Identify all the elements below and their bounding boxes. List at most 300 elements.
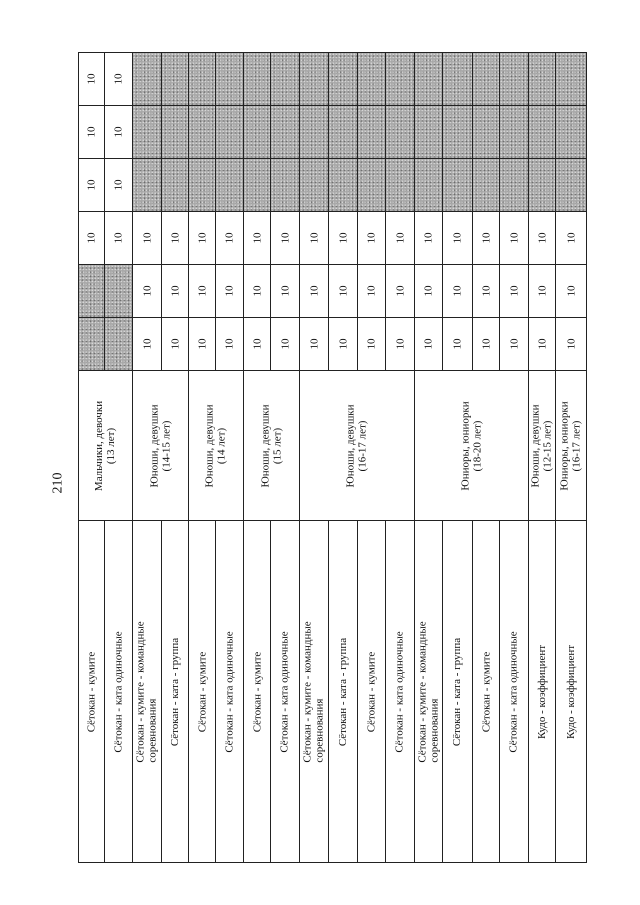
value-label [162,318,188,370]
value-text: 10 [394,338,406,350]
value-text: 10 [141,285,153,297]
age-group-text [149,404,173,487]
age-group-label [556,371,586,520]
value-cell-c6 [473,53,500,106]
page-number-text: 210 [50,472,65,494]
value-label [329,159,357,211]
value-cell-c6 [386,53,415,106]
age-group-line: (14-15 лет) [160,420,173,471]
value-cell-c3 [216,212,244,265]
value-label [189,212,215,264]
value-cell-c4 [189,159,216,212]
value-cell-c5 [329,106,358,159]
value-label [529,318,555,370]
age-group-line: (15 лет) [271,427,284,464]
discipline-cell [162,521,189,863]
discipline-line: Сётокан - кумите - командные [416,620,429,763]
discipline-line: Сётокан - кумите [196,651,209,732]
value-text: 10 [196,232,208,244]
value-cell-c3 [556,212,587,265]
value-cell-c2 [443,265,473,318]
discipline-line: Сётокан - кумите [365,651,378,732]
table-row-c2 [79,265,587,318]
value-cell-c2 [473,265,500,318]
value-label [415,53,442,105]
value-label [529,159,555,211]
discipline-label [271,521,299,862]
discipline-text [536,644,548,738]
value-label [244,265,270,317]
value-label [556,318,586,370]
discipline-text [135,621,159,762]
discipline-line: Сётокан - кумите - командные [135,620,148,763]
value-label [473,106,499,158]
discipline-text [565,644,577,738]
discipline-cell [415,521,443,863]
discipline-text [452,637,464,745]
value-text: 10 [85,73,98,85]
value-label [556,53,586,105]
discipline-line: Кудо - коэффициент [565,644,577,739]
value-label [216,318,243,370]
value-cell-c6 [216,53,244,106]
age-group-line: Юноши, девушки [148,403,161,488]
value-text: 10 [337,232,349,244]
value-text: 10 [112,73,125,85]
value-label [133,53,161,105]
value-text: 10 [536,232,548,244]
value-cell-c5 [529,106,556,159]
value-label [244,212,270,264]
value-text: 10 [251,285,263,297]
value-label [216,212,243,264]
discipline-text [279,631,291,752]
discipline-line: Сётокан - ката одиночные [279,630,291,753]
discipline-label [329,521,357,862]
value-cell-c3 [133,212,162,265]
age-group-cell [79,371,133,521]
value-text: 10 [223,232,236,244]
value-cell-c1 [133,318,162,371]
value-cell-c2 [529,265,556,318]
value-text: 10 [279,338,291,350]
value-cell-c1 [415,318,443,371]
value-label [105,159,132,211]
value-label [216,159,243,211]
value-text: 10 [480,338,492,350]
value-label [162,265,188,317]
value-text: 10 [141,232,153,244]
discipline-text [417,621,441,762]
age-group-cell [529,371,556,521]
value-label [358,212,385,264]
value-cell-c1 [556,318,587,371]
value-label [271,265,299,317]
value-label [556,212,586,264]
value-cell-c5 [216,106,244,159]
value-label [133,212,161,264]
age-group-text [204,404,228,487]
value-text: 10 [308,338,320,350]
value-text: 10 [365,285,378,297]
value-label [189,106,215,158]
discipline-line: соревнования [314,698,327,763]
value-cell-c6 [271,53,300,106]
value-text: 10 [508,285,520,297]
value-text: 10 [251,232,263,244]
value-text: 10 [565,232,577,244]
value-label [500,212,528,264]
value-cell-c2 [244,265,271,318]
value-label [415,318,442,370]
value-cell-c3 [244,212,271,265]
value-cell-c2 [189,265,216,318]
discipline-line: Сётокан - кумите [251,651,264,732]
value-cell-c3 [415,212,443,265]
value-label [79,53,104,105]
discipline-cell [216,521,244,863]
value-text: 10 [112,232,125,244]
value-label [162,106,188,158]
value-text: 10 [565,338,577,350]
value-text: 10 [422,285,435,297]
value-label [244,53,270,105]
discipline-cell [386,521,415,863]
value-cell-c2 [133,265,162,318]
value-cell-c4 [271,159,300,212]
value-label [358,265,385,317]
age-group-cell [133,371,189,521]
discipline-line: Сётокан - ката - группа [337,637,349,746]
value-text: 10 [223,285,236,297]
discipline-text [337,637,349,745]
value-label [105,318,132,370]
discipline-text [251,651,263,732]
value-cell-c4 [79,159,105,212]
value-label [443,212,472,264]
value-text: 10 [196,338,208,350]
value-label [358,318,385,370]
age-group-cell [415,371,529,521]
value-cell-c3 [500,212,529,265]
value-label [529,265,555,317]
discipline-label [244,521,270,862]
discipline-text [169,637,181,745]
value-label [473,53,499,105]
value-label [529,212,555,264]
value-label [500,53,528,105]
value-cell-c5 [556,106,587,159]
value-text: 10 [337,285,349,297]
discipline-label [105,521,132,862]
discipline-cell [271,521,300,863]
age-group-line: Юноши, девушки [345,403,357,488]
value-cell-c4 [529,159,556,212]
value-label [329,212,357,264]
page-number [47,468,69,498]
value-cell-c3 [271,212,300,265]
discipline-text [366,651,378,732]
discipline-cell [329,521,358,863]
value-label [105,265,132,317]
discipline-cell [300,521,329,863]
age-group-line: Юноши, девушки [259,403,272,488]
discipline-cell [79,521,105,863]
value-label [386,318,414,370]
discipline-cell [443,521,473,863]
age-group-line: Мальчики, девочки [93,400,106,491]
value-cell-c5 [443,106,473,159]
value-text: 10 [169,338,181,350]
value-label [162,212,188,264]
value-label [79,106,104,158]
value-label [443,53,472,105]
value-cell-c1 [271,318,300,371]
age-group-text [559,401,583,490]
discipline-cell [105,521,133,863]
age-group-line: Юниоры, юниорки [459,400,472,491]
discipline-line: соревнования [428,698,441,763]
discipline-label [162,521,188,862]
value-label [162,53,188,105]
value-cell-c5 [386,106,415,159]
discipline-line: соревнования [147,698,160,763]
discipline-text [480,651,492,732]
discipline-line: Сётокан - ката - группа [451,637,464,746]
value-label [133,265,161,317]
value-cell-c1 [162,318,189,371]
age-group-text [530,404,554,487]
discipline-line: Сётокан - ката одиночные [112,630,125,753]
value-label [162,159,188,211]
value-text: 10 [141,338,153,350]
value-label [358,53,385,105]
age-group-label [415,371,528,520]
table-row-c5 [79,106,587,159]
value-label [271,53,299,105]
value-label [443,318,472,370]
value-cell-c1 [443,318,473,371]
value-cell-c4 [105,159,133,212]
value-cell-c2 [300,265,329,318]
value-cell-c1 [473,318,500,371]
value-cell-c4 [500,159,529,212]
value-cell-c5 [189,106,216,159]
value-cell-c4 [358,159,386,212]
value-cell-c2 [386,265,415,318]
value-label [529,106,555,158]
value-cell-c1 [300,318,329,371]
value-label [386,265,414,317]
value-label [133,318,161,370]
value-cell-c5 [162,106,189,159]
discipline-text [508,631,520,752]
value-text: 10 [451,338,464,350]
age-group-cell [244,371,300,521]
value-cell-c6 [358,53,386,106]
value-label [271,159,299,211]
value-label [556,265,586,317]
value-label [271,106,299,158]
value-label [500,106,528,158]
value-label [556,159,586,211]
value-cell-c2 [105,265,133,318]
value-cell-c5 [300,106,329,159]
table-row-grp [79,371,587,521]
value-label [244,159,270,211]
value-label [443,159,472,211]
value-cell-c5 [133,106,162,159]
discipline-label [133,521,161,862]
value-cell-c3 [300,212,329,265]
value-cell-c3 [358,212,386,265]
value-text: 10 [565,285,577,297]
value-text: 10 [112,126,125,138]
value-cell-c1 [529,318,556,371]
value-cell-c1 [386,318,415,371]
value-cell-c5 [415,106,443,159]
value-label [105,212,132,264]
value-cell-c1 [79,318,105,371]
value-cell-c1 [329,318,358,371]
age-group-label [79,371,132,520]
age-group-cell [300,371,415,521]
value-label [386,53,414,105]
value-text: 10 [422,232,435,244]
discipline-label [358,521,385,862]
value-text: 10 [480,232,492,244]
value-label [556,106,586,158]
discipline-line: Сётокан - ката - группа [169,637,181,746]
value-cell-c1 [189,318,216,371]
discipline-label [386,521,414,862]
value-label [358,159,385,211]
value-label [189,159,215,211]
value-label [329,318,357,370]
value-label [105,106,132,158]
value-cell-c4 [300,159,329,212]
discipline-cell [358,521,386,863]
value-label [500,318,528,370]
value-label [79,318,104,370]
discipline-label [556,521,586,862]
value-label [329,265,357,317]
value-cell-c5 [473,106,500,159]
age-group-label [189,371,243,520]
value-label [358,106,385,158]
value-label [473,212,499,264]
value-label [216,53,243,105]
value-cell-c5 [244,106,271,159]
value-cell-c1 [216,318,244,371]
age-group-line: (12-15 лет) [542,420,554,471]
value-cell-c2 [500,265,529,318]
value-label [443,106,472,158]
value-text: 10 [508,338,520,350]
value-text: 10 [365,232,378,244]
discipline-line: Сётокан - кумите [85,651,98,732]
value-text: 10 [112,179,125,191]
value-cell-c2 [358,265,386,318]
value-text: 10 [308,285,320,297]
value-label [386,212,414,264]
age-group-line: (14 лет) [216,427,228,464]
age-group-line: Юноши, девушки [204,403,216,488]
discipline-text [224,631,236,752]
value-cell-c3 [79,212,105,265]
value-cell-c4 [556,159,587,212]
value-cell-c6 [79,53,105,106]
discipline-line: Сётокан - ката одиночные [223,630,236,753]
value-label [300,159,328,211]
value-cell-c2 [271,265,300,318]
value-label [189,265,215,317]
value-label [133,159,161,211]
discipline-cell [189,521,216,863]
age-group-text [260,404,284,487]
value-label [300,265,328,317]
value-label [415,106,442,158]
age-group-text [94,400,118,490]
value-cell-c3 [162,212,189,265]
value-label [473,318,499,370]
value-label [500,159,528,211]
value-cell-c3 [386,212,415,265]
table-row-c1 [79,318,587,371]
age-group-line: Юниоры, юниорки [559,400,572,491]
value-text: 10 [451,232,464,244]
value-label [386,106,414,158]
value-label [300,212,328,264]
value-cell-c3 [443,212,473,265]
value-label [79,265,104,317]
table-row-dist [79,521,587,863]
table-row-c4 [79,159,587,212]
value-cell-c6 [443,53,473,106]
discipline-cell [529,521,556,863]
value-cell-c4 [133,159,162,212]
value-label [300,53,328,105]
value-label [415,159,442,211]
age-group-line: (13 лет) [105,427,118,464]
value-text: 10 [536,285,548,297]
table-body [79,53,587,863]
value-text: 10 [508,232,520,244]
value-label [473,265,499,317]
discipline-cell [500,521,529,863]
value-label [271,318,299,370]
discipline-label [529,521,555,862]
value-cell-c5 [500,106,529,159]
value-cell-c1 [358,318,386,371]
value-label [133,106,161,158]
value-cell-c6 [415,53,443,106]
value-text: 10 [308,232,320,244]
age-group-line: Юноши, девушки [530,403,542,488]
age-group-label [529,371,555,520]
table-row-c6 [79,53,587,106]
value-text: 10 [85,232,98,244]
discipline-cell [244,521,271,863]
value-label [216,106,243,158]
age-group-text [459,401,483,490]
value-label [271,212,299,264]
discipline-label [415,521,442,862]
value-label [189,53,215,105]
table-row-c3 [79,212,587,265]
value-label [329,106,357,158]
value-cell-c2 [162,265,189,318]
